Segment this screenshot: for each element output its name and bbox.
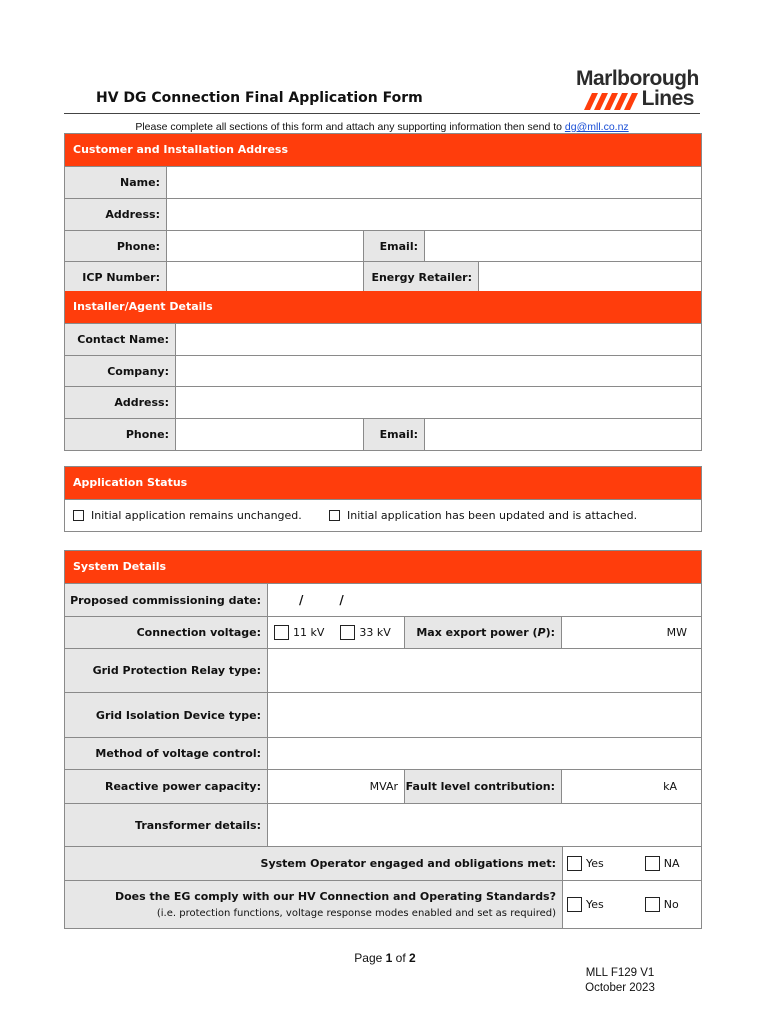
customer-phone-row [65,230,701,261]
customer-phone-label: Phone: [65,231,166,261]
reactive-power-label: Reactive power capacity: [65,770,267,803]
customer-section-heading: Customer and Installation Address [65,134,701,166]
comply-options [562,881,701,928]
max-export-label-end: ): [545,626,555,639]
customer-name-field[interactable] [166,167,701,198]
customer-icp-row [65,261,701,292]
commissioning-row [65,583,701,616]
form-date: October 2023 [585,982,655,994]
customer-name-label: Name: [65,167,166,198]
max-export-label [404,617,561,648]
comply-yes-label: Yes [586,898,604,911]
submission-email-link[interactable]: dg@mll.co.nz [564,121,629,133]
customer-email-field[interactable] [424,231,701,261]
transformer-row [65,803,701,846]
logo-text-line1: Marlborough [576,67,699,90]
commissioning-date-label: Proposed commissioning date: [65,584,267,616]
system-section-heading: System Details [65,551,701,583]
isolation-device-label: Grid Isolation Device type: [65,693,267,737]
comply-note: (i.e. protection functions, voltage response modes enabled and set as required) [156,908,556,919]
comply-row [65,880,701,928]
isolation-device-field[interactable] [267,693,701,737]
page-of: of [392,951,410,965]
customer-address-field[interactable] [166,199,701,230]
relay-type-field[interactable] [267,649,701,692]
customer-email-label: Email: [363,231,424,261]
company-logo [576,68,704,112]
company-field[interactable] [175,356,701,386]
comply-question: Does the EG comply with our HV Connection and Operating Standards? [114,890,556,903]
fault-level-label: Fault level contribution: [404,770,561,803]
status-section-heading: Application Status [65,467,701,499]
comply-label-cell [65,881,562,928]
operator-na-checkbox[interactable] [645,856,660,871]
11kv-label: 11 kV [293,626,325,639]
energy-retailer-field[interactable] [478,262,701,292]
reactive-row [65,769,701,803]
operator-yes-checkbox[interactable] [567,856,582,871]
comply-yes-checkbox[interactable] [567,897,582,912]
comply-no-label: No [663,898,679,911]
icp-number-label: ICP Number: [65,262,166,292]
contact-name-label: Contact Name: [65,324,175,355]
updated-checkbox[interactable] [329,510,340,521]
form-title: HV DG Connection Final Application Form [96,90,423,106]
installer-phone-row [65,418,701,450]
fault-level-field[interactable] [561,770,701,803]
status-section [64,466,702,532]
logo-text-line2: Lines [641,87,694,110]
relay-type-label: Grid Protection Relay type: [65,649,267,692]
status-option-updated[interactable] [329,500,701,531]
page-total: 2 [409,951,416,965]
relay-row [65,648,701,692]
unchanged-label: Initial application remains unchanged. [91,509,302,522]
page-prefix: Page [354,951,386,965]
mw-unit: MW [666,626,687,639]
page-number [0,951,770,965]
system-operator-label: System Operator engaged and obligations met: [65,847,562,880]
icp-number-field[interactable] [166,262,363,292]
system-section [64,550,702,929]
voltage-row [65,616,701,648]
updated-label: Initial application has been updated and is attached. [347,509,638,522]
11kv-checkbox[interactable] [274,625,289,640]
date-separator-1: / [299,593,304,607]
energy-retailer-label: Energy Retailer: [363,262,478,292]
installer-company-row [65,355,701,386]
mvar-unit: MVAr [369,780,398,793]
installer-phone-field[interactable] [175,419,363,450]
max-export-field[interactable] [561,617,701,648]
intro-instruction: Please complete all sections of this form and attach any supporting information then send to [135,121,562,133]
company-label: Company: [65,356,175,386]
transformer-details-label: Transformer details: [65,804,267,846]
page-current: 1 [385,951,393,965]
customer-phone-field[interactable] [166,231,363,261]
comply-no-checkbox[interactable] [645,897,660,912]
ka-unit: kA [663,780,677,793]
installer-section-heading: Installer/Agent Details [65,291,701,323]
customer-section [64,133,702,293]
max-export-label-text: Max export power ( [416,626,538,639]
installer-contact-row [65,323,701,355]
33kv-label: 33 kV [359,626,391,639]
installer-phone-label: Phone: [65,419,175,450]
commissioning-date-field[interactable] [267,584,701,616]
33kv-checkbox[interactable] [340,625,355,640]
document-reference [540,966,700,996]
system-operator-options [562,847,701,880]
voltage-control-label: Method of voltage control: [65,738,267,769]
connection-voltage-options [267,617,404,648]
title-rule [64,113,700,114]
date-separator-2: / [339,593,344,607]
installer-address-row [65,386,701,418]
operator-na-label: NA [663,857,680,870]
voltage-control-field[interactable] [267,738,701,769]
max-export-p-symbol: P [537,626,546,639]
customer-address-label: Address: [65,199,166,230]
installer-email-field[interactable] [424,419,701,450]
operator-yes-label: Yes [586,857,604,870]
form-code: MLL F129 V1 [585,967,655,979]
voltage-control-row [65,737,701,769]
contact-name-field[interactable] [175,324,701,355]
connection-voltage-label: Connection voltage: [65,617,267,648]
intro-text [64,121,700,133]
operator-row [65,846,701,880]
installer-email-label: Email: [363,419,424,450]
installer-address-field[interactable] [175,387,701,418]
status-options-row [65,499,701,531]
transformer-details-field[interactable] [267,804,701,846]
logo-stripes-icon [578,93,642,110]
isolation-row [65,692,701,737]
reactive-power-field[interactable] [267,770,404,803]
status-option-unchanged[interactable] [65,500,329,531]
installer-address-label: Address: [65,387,175,418]
unchanged-checkbox[interactable] [73,510,84,521]
installer-section [64,291,702,451]
customer-address-row [65,198,701,230]
customer-name-row [65,166,701,198]
